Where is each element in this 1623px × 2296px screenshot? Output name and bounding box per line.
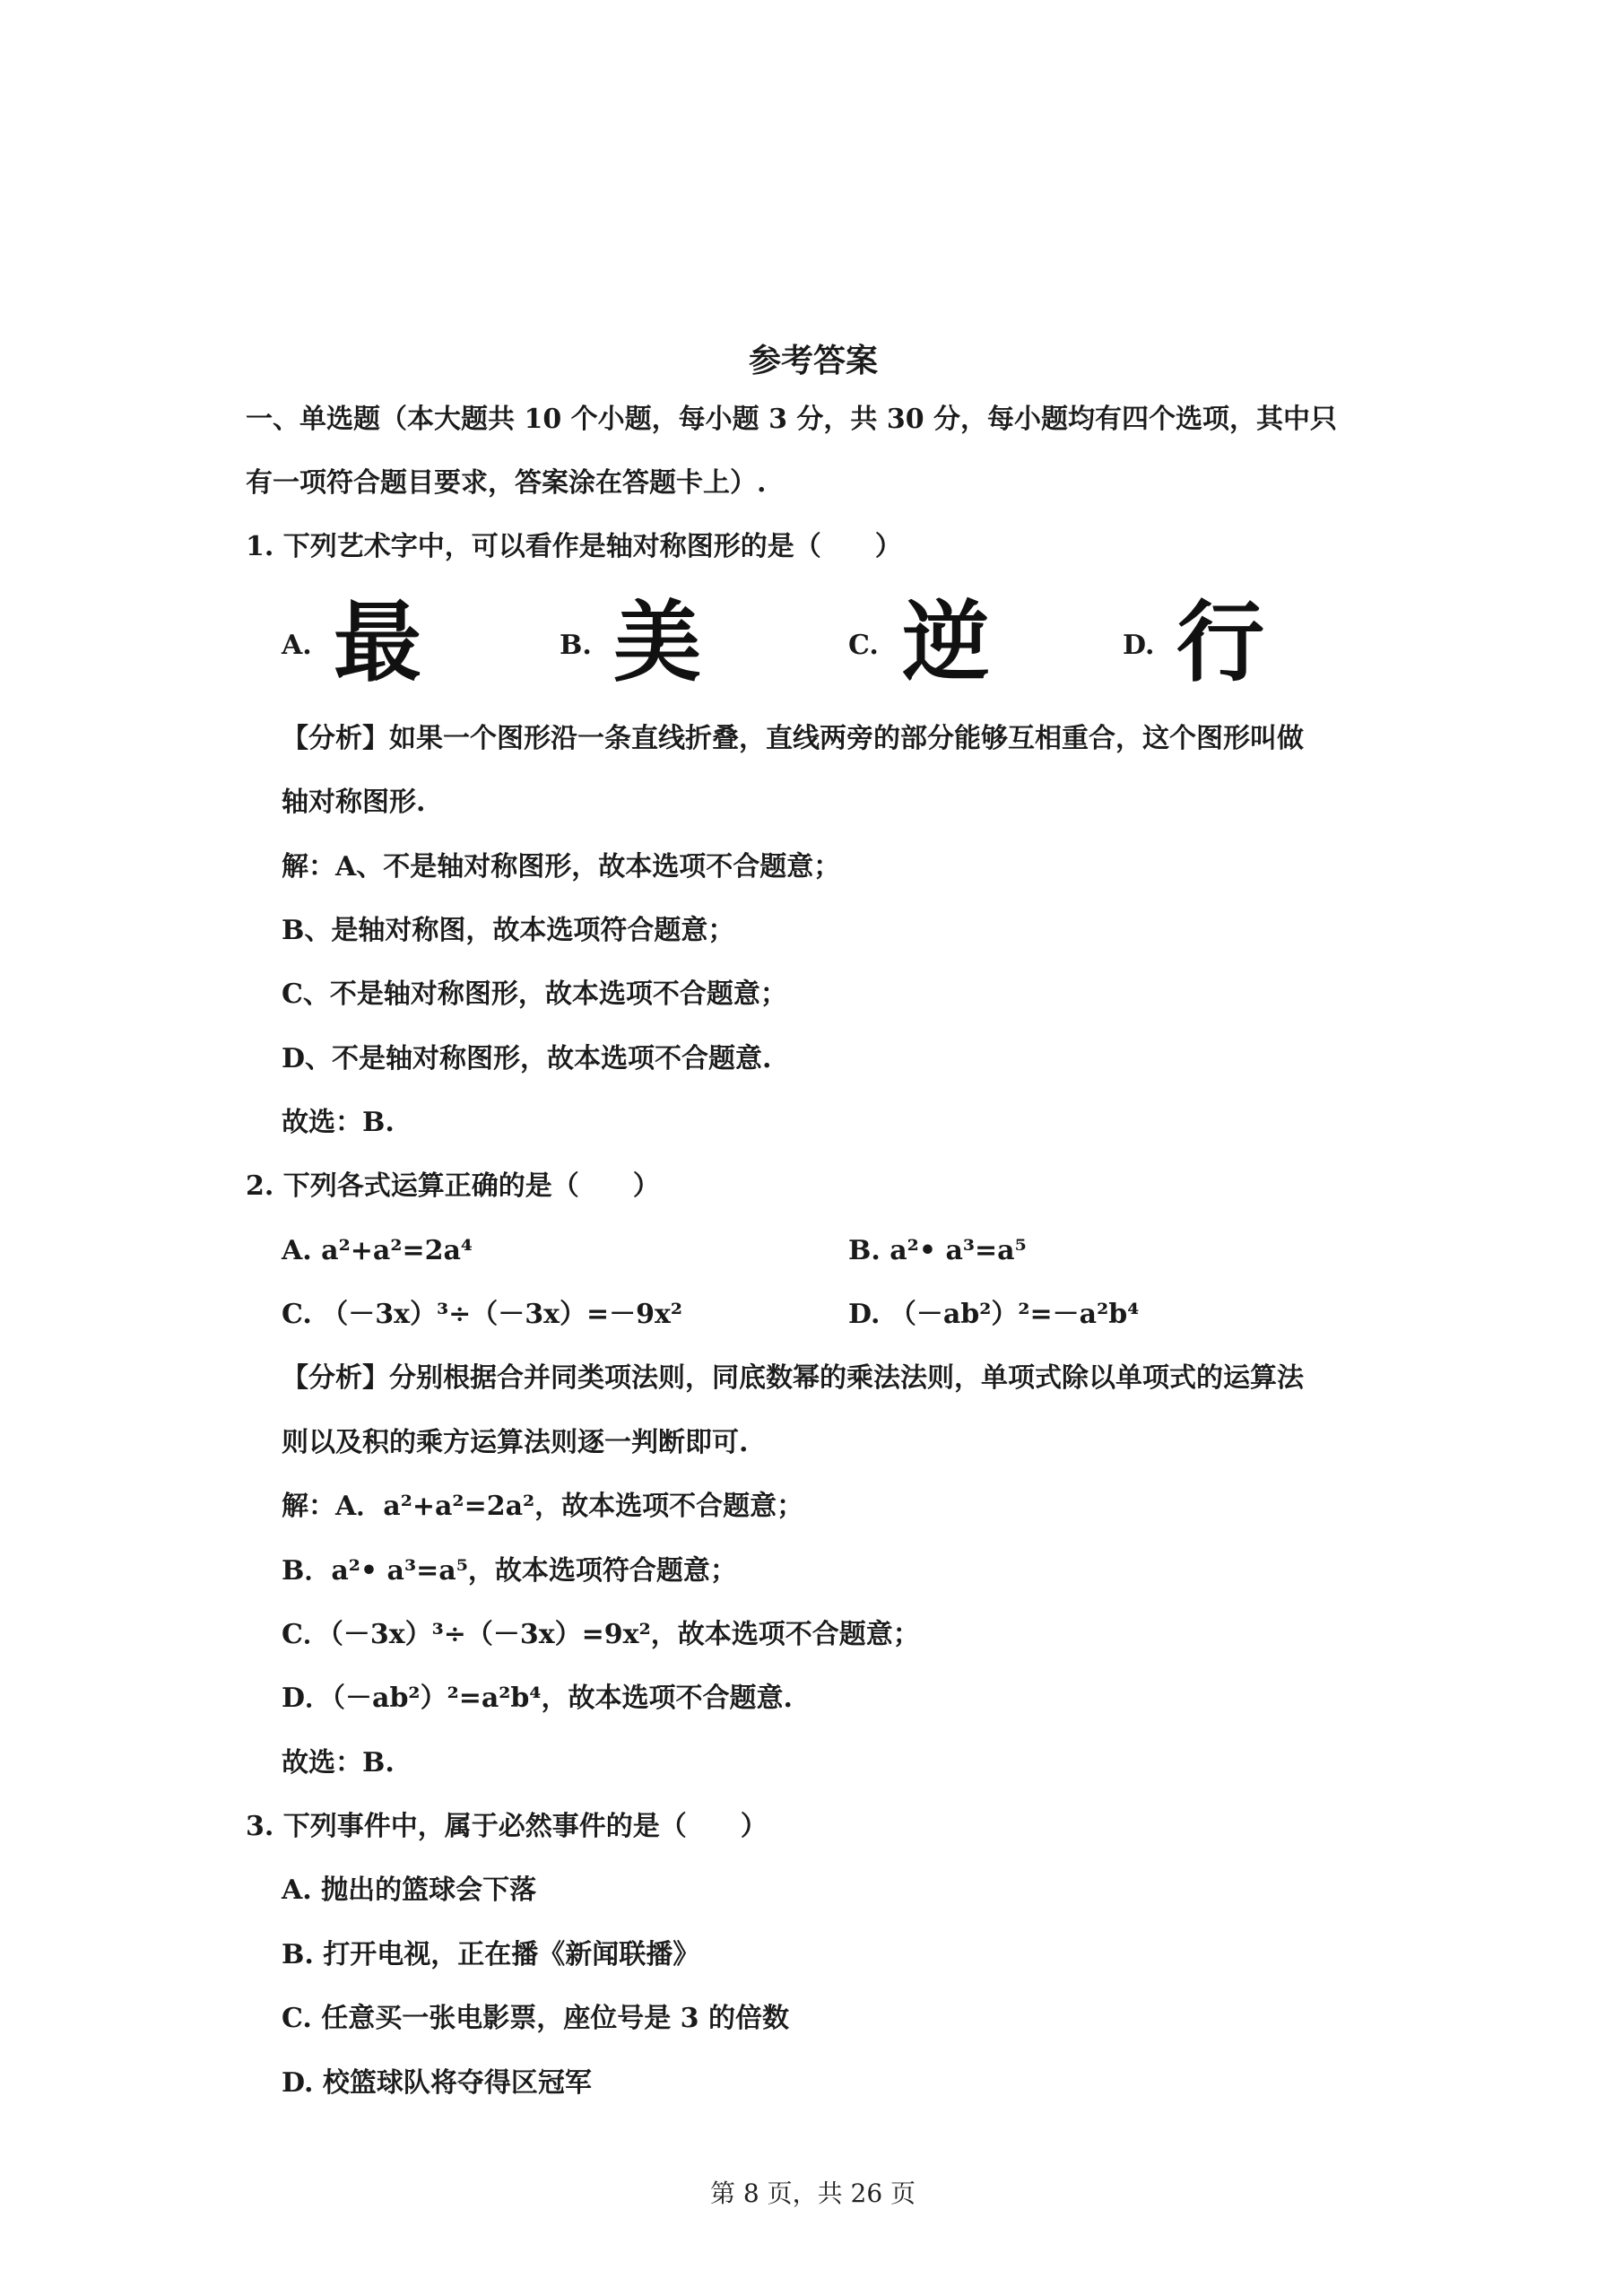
- q1-option-a-label: A.: [282, 630, 312, 661]
- q3-option-d: D. 校篮球队将夺得区冠军: [282, 2067, 592, 2099]
- q2-solution-d: D．（－ab²）²=a²b⁴，故本选项不合题意.: [282, 1683, 793, 1714]
- q1-analysis-line1: 【分析】如果一个图形沿一条直线折叠，直线两旁的部分能够互相重合，这个图形叫做: [282, 723, 1304, 754]
- q3-stem: 3. 下列事件中，属于必然事件的是（ ）: [246, 1811, 768, 1842]
- q1-solution-a: 解：A、不是轴对称图形，故本选项不合题意；: [282, 851, 841, 883]
- q1-option-b-label: B.: [560, 630, 592, 661]
- q3-option-b: B. 打开电视，正在播《新闻联播》: [282, 1939, 700, 1970]
- q3-option-c: C. 任意买一张电影票，座位号是 3 的倍数: [282, 2003, 790, 2034]
- q2-solution-b: B．a²• a³=a⁵，故本选项符合题意；: [282, 1555, 737, 1587]
- q2-solution-a: 解：A．a²+a²=2a²，故本选项不合题意；: [282, 1491, 804, 1522]
- q1-option-c-label: C.: [848, 630, 879, 661]
- section-header-line1: 一、单选题（本大题共 10 个小题，每小题 3 分，共 30 分，每小题均有四个选项，其中只: [246, 404, 1338, 435]
- q1-answer: 故选：B.: [282, 1107, 395, 1138]
- q1-option-d-label: D.: [1123, 630, 1155, 661]
- q2-answer: 故选：B.: [282, 1747, 395, 1779]
- q1-option-d-art: 行: [1176, 592, 1265, 694]
- q1-stem: 1. 下列艺术字中，可以看作是轴对称图形的是（ ）: [246, 531, 902, 562]
- q2-solution-c: C．（－3x）³÷（－3x）=9x²，故本选项不合题意；: [282, 1619, 920, 1650]
- q1-solution-b: B、是轴对称图，故本选项符合题意；: [282, 915, 735, 946]
- q1-option-b-art: 美: [613, 592, 702, 694]
- q1-solution-c: C、不是轴对称图形，故本选项不合题意；: [282, 978, 787, 1010]
- q2-option-b: B. a²• a³=a⁵: [848, 1235, 1027, 1266]
- page-title: 参考答案: [749, 342, 879, 379]
- q1-solution-d: D、不是轴对称图形，故本选项不合题意.: [282, 1043, 772, 1074]
- page-footer: 第 8 页，共 26 页: [710, 2179, 916, 2208]
- q1-analysis-line2: 轴对称图形.: [282, 787, 426, 818]
- q2-option-d: D. （－ab²）²=－a²b⁴: [848, 1299, 1140, 1330]
- q3-option-a: A. 抛出的篮球会下落: [282, 1874, 537, 1906]
- q2-analysis-line1: 【分析】分别根据合并同类项法则，同底数幂的乘法法则，单项式除以单项式的运算法: [282, 1362, 1304, 1394]
- q1-option-a-art: 最: [334, 592, 422, 694]
- q1-option-c-art: 逆: [902, 592, 991, 694]
- q2-stem: 2. 下列各式运算正确的是（ ）: [246, 1170, 660, 1202]
- q2-analysis-line2: 则以及积的乘方运算法则逐一判断即可.: [282, 1427, 749, 1458]
- q2-option-a: A. a²+a²=2a⁴: [282, 1235, 473, 1266]
- q2-option-c: C. （－3x）³÷（－3x）=－9x²: [282, 1299, 683, 1330]
- section-header-line2: 有一项符合题目要求，答案涂在答题卡上）.: [246, 467, 767, 499]
